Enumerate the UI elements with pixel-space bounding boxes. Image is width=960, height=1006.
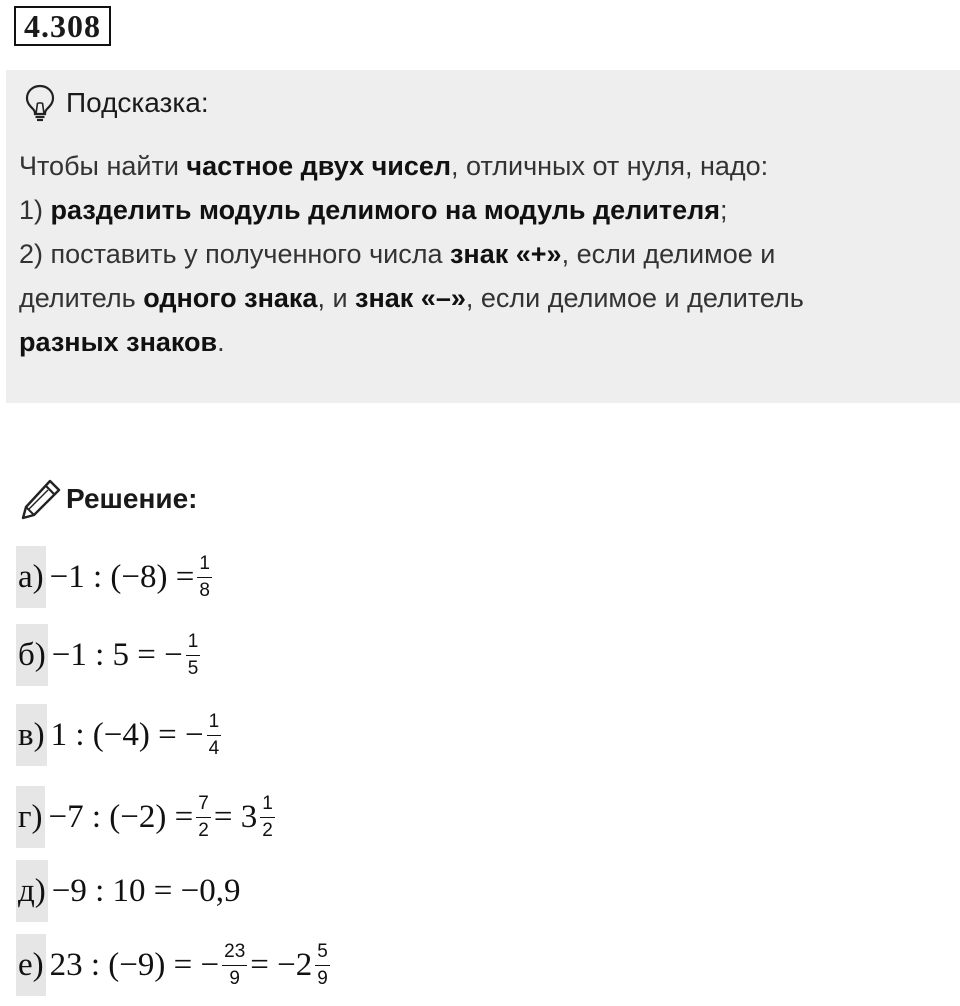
hint-line-5 [19,320,949,364]
hint-text: , отличных от нуля, надо: [451,151,769,181]
hint-bold: разделить модуль делимого на модуль делителя [50,195,721,225]
fraction [315,942,330,989]
hint-text: , и [317,283,356,313]
denominator: 8 [199,579,210,601]
solution-row-b [16,624,203,686]
solution-row-d [16,860,241,922]
expression-text: = 3 [213,798,258,835]
fraction [260,794,275,841]
hint-body [19,144,949,364]
hint-box [6,70,960,403]
expression-text: 23 : (−9) = − [49,946,220,983]
hint-bold: частное двух чисел [186,151,452,181]
solution-header [20,478,197,520]
pencil-icon [20,478,62,520]
solution-row-g [16,786,278,848]
expression-text: −1 : 5 = − [51,636,183,673]
fraction [186,632,201,679]
fraction [207,712,222,759]
numerator: 1 [186,632,201,656]
hint-title: Подсказка: [66,87,209,118]
hint-text: 2) поставить у полученного числа [19,239,450,269]
solution-row-v [16,704,224,766]
row-label: в) [16,704,47,766]
hint-bold: разных знаков [19,327,218,357]
hint-text: делитель [19,283,144,313]
numerator: 1 [260,794,275,818]
hint-text: , если делимое и делитель [465,283,804,313]
fraction [196,794,211,841]
row-expression [48,873,241,910]
numerator: 23 [222,942,247,966]
task-number: 4.308 [14,6,111,46]
expression-text: = −2 [250,946,313,983]
expression-text: −7 : (−2) = [48,798,194,835]
row-label: б) [16,624,48,686]
numerator: 1 [207,712,222,736]
row-expression [46,942,333,989]
fraction [222,942,247,989]
hint-text: 1) [19,195,51,225]
hint-text: ; [720,195,728,225]
denominator: 5 [187,657,199,679]
row-label: г) [16,786,45,848]
solution-row-a [16,546,215,608]
row-label: д) [16,860,48,922]
hint-line-3 [19,232,949,276]
denominator: 2 [198,819,209,841]
hint-header [24,84,209,122]
hint-text: Чтобы найти [19,151,187,181]
row-expression [47,712,225,759]
numerator: 5 [315,942,330,966]
expression-text: −1 : (−8) = [49,558,195,595]
denominator: 2 [262,819,273,841]
solution-title: Решение: [66,483,198,514]
solution-row-e [16,934,333,996]
denominator: 9 [317,967,328,989]
row-expression [45,794,278,841]
hint-line-2 [19,188,949,232]
hint-line-1 [19,144,949,188]
denominator: 4 [208,737,220,759]
row-expression [46,554,215,601]
hint-line-4 [19,276,949,320]
numerator: 7 [196,794,211,818]
row-label: а) [16,546,46,608]
hint-text: , если делимое и [561,239,776,269]
lightbulb-icon [24,84,56,122]
row-expression [48,632,204,679]
expression-text: −9 : 10 = −0,9 [51,872,241,909]
numerator: 1 [197,554,212,578]
denominator: 9 [229,967,240,989]
expression-text: 1 : (−4) = − [50,716,204,753]
row-label: е) [16,934,46,996]
hint-bold: одного знака [143,283,318,313]
fraction [197,554,212,601]
hint-text: . [217,327,225,357]
hint-bold: знак «–» [355,283,466,313]
hint-bold: знак «+» [450,239,562,269]
